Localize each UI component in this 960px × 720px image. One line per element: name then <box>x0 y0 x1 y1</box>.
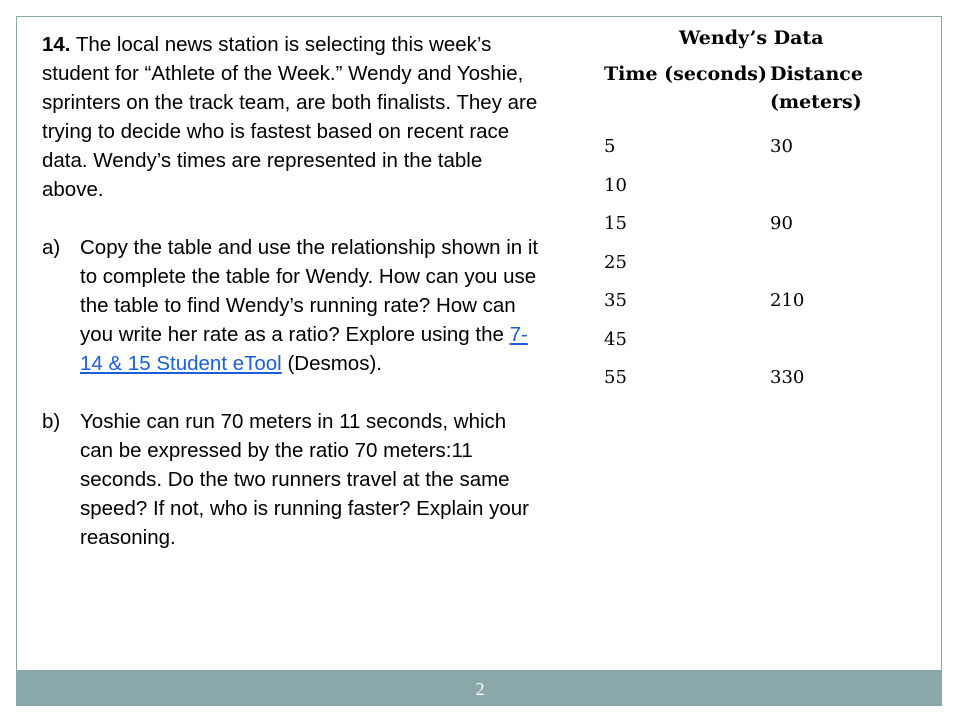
table-row <box>604 244 904 283</box>
distance-cell <box>770 167 904 206</box>
question-number: 14. <box>42 33 71 56</box>
part-a-text-before: Copy the table and use the relationship shown in it to complete the table for Wendy. How can you use the table to find Wendy’s running rate? How can you write her rate as a ratio? Explore using the <box>80 236 539 346</box>
table-row <box>604 128 904 167</box>
part-a-text <box>80 233 542 378</box>
etool-link[interactable]: 7-14 & 15 Student eTool <box>80 323 528 375</box>
part-a-text-after: (Desmos). <box>281 352 382 375</box>
time-cell: 15 <box>604 213 627 234</box>
part-a-label: a) <box>42 236 61 259</box>
table-row <box>604 359 904 398</box>
part-b-text: Yoshie can run 70 meters in 11 seconds, which can be expressed by the ratio 70 meters:11 seconds. Do the two runners travel at the same speed? If not, who is running faster? Explain your reasoning. <box>80 410 529 549</box>
time-cell: 5 <box>604 136 616 157</box>
page-number: 2 <box>475 679 485 699</box>
distance-cell <box>770 321 904 360</box>
table-row <box>604 205 904 244</box>
time-cell: 55 <box>604 367 627 388</box>
table-row <box>604 282 904 321</box>
table-row <box>604 167 904 206</box>
table-header-row <box>604 60 904 128</box>
question-block <box>42 30 542 552</box>
header-time: Time (seconds) <box>604 63 767 85</box>
part-b <box>42 407 542 552</box>
distance-cell: 330 <box>770 367 805 388</box>
time-cell: 10 <box>604 174 627 196</box>
time-cell: 35 <box>604 290 627 311</box>
distance-cell: 30 <box>770 136 793 157</box>
question-intro <box>42 30 542 204</box>
time-cell: 45 <box>604 328 627 350</box>
distance-cell: 90 <box>770 213 793 234</box>
question-intro-text: The local news station is selecting this week’s student for “Athlete of the Week.” Wendy and Yoshie, sprinters on the track team, are both finalists. They are trying to decide who is fastest based on recent race data. Wendy’s times are represented in the table above. <box>42 33 538 201</box>
table-row <box>604 321 904 360</box>
distance-cell <box>770 244 904 283</box>
header-distance: Distance (meters) <box>770 63 863 113</box>
part-b-label: b) <box>42 410 61 433</box>
distance-cell: 210 <box>770 290 805 311</box>
part-a <box>42 233 542 378</box>
table-title: Wendy’s Data <box>679 27 824 49</box>
time-cell: 25 <box>604 251 627 273</box>
wendy-data-table <box>604 18 904 398</box>
